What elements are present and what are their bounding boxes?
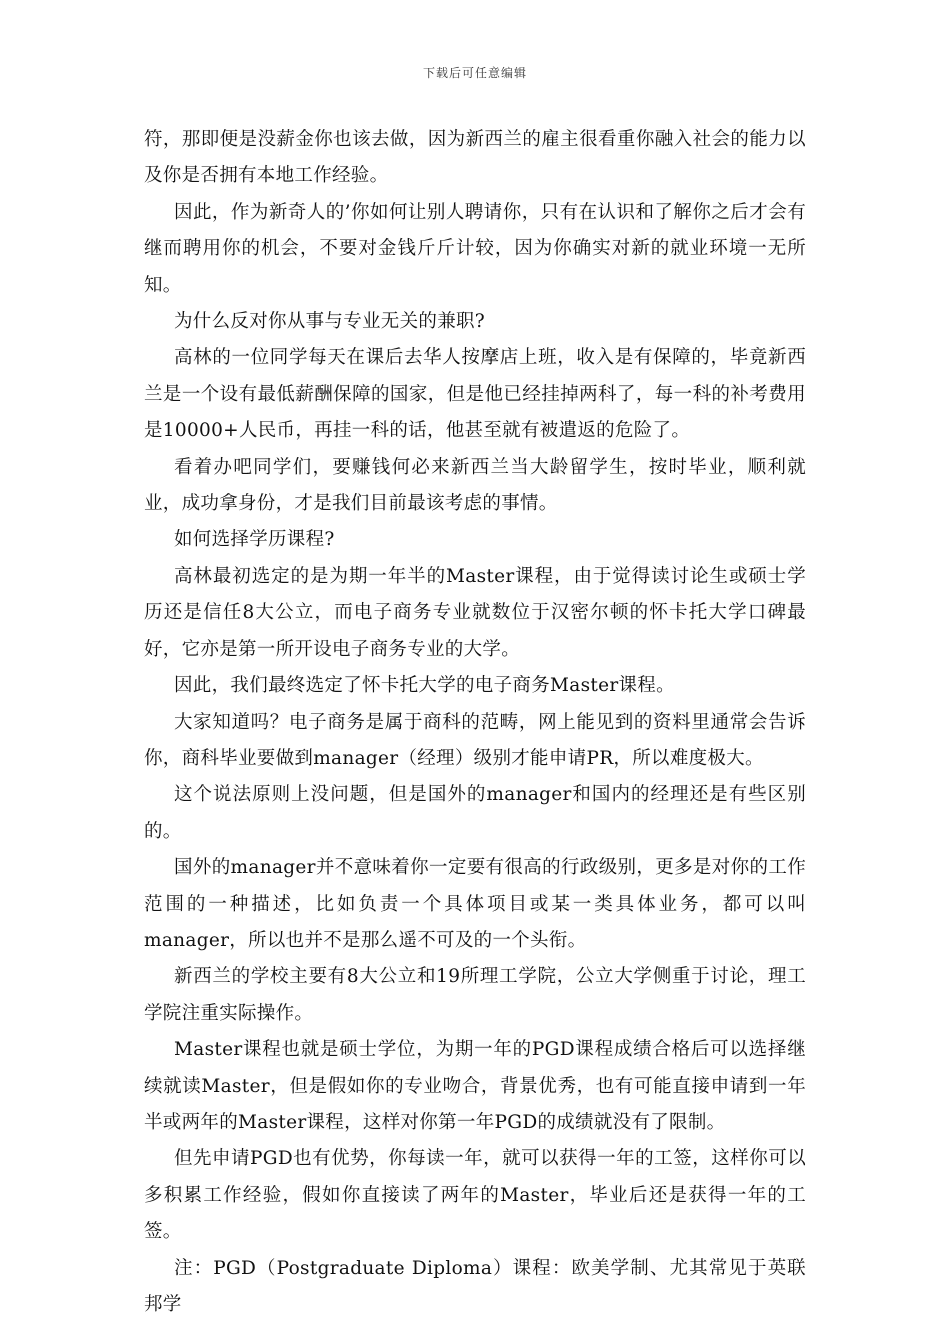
paragraph-7: 高林最初选定的是为期一年半的Master课程，由于觉得读讨论生或硕士学历还是信任8大公立，而电子商务专业就数位于汉密尔顿的怀卡托大学口碑最好，它亦是第一所开设电子商务专业的大学。: [144, 565, 806, 660]
paragraph-11: 国外的manager并不意味着你一定要有很高的行政级别，更多是对你的工作范围的一种描述，比如负责一个具体项目或某一类具体业务，都可以叫manager，所以也并不是那么遥不可及的一个头衔。: [144, 857, 806, 951]
paragraph-1: 符，那即便是没薪金你也该去做，因为新西兰的雇主很看重你融入社会的能力以及你是否拥有本地工作经验。: [144, 129, 806, 187]
document-body: [144, 122, 806, 1323]
section-heading-part-time-jobs: 为什么反对你从事与专业无关的兼职?: [174, 311, 486, 333]
paragraph-5: 看着办吧同学们，要赚钱何必来新西兰当大龄留学生，按时毕业，顺利就业，成功拿身份，才是我们目前最该考虑的事情。: [144, 456, 806, 515]
paragraph-12: 新西兰的学校主要有8大公立和19所理工学院，公立大学侧重于讨论，理工学院注重实际操作。: [144, 966, 806, 1024]
paragraph-4: 高林的一位同学每天在课后去华人按摩店上班，收入是有保障的，毕竟新西兰是一个设有最低薪酬保障的国家，但是他已经挂掉两科了，每一科的补考费用是10000+人民币，再挂一科的话，他甚至就有被遣返的危险了。: [144, 347, 806, 442]
section-heading-choose-course: 如何选择学历课程?: [174, 529, 335, 551]
paragraph-10: 这个说法原则上没问题，但是国外的manager和国内的经理还是有些区别的。: [144, 784, 806, 842]
paragraph-15-note: 注：PGD（Postgraduate Diploma）课程：欧美学制、尤其常见于英联邦学: [144, 1257, 806, 1315]
paragraph-13: Master课程也就是硕士学位，为期一年的PGD课程成绩合格后可以选择继续就读Master，但是假如你的专业吻合，背景优秀，也有可能直接申请到一年半或两年的Master课程，这样对你第一年PGD的成绩就没有了限制。: [144, 1039, 806, 1133]
page-header: 下载后可任意编辑: [422, 66, 527, 80]
paragraph-9: 大家知道吗？电子商务是属于商科的范畴，网上能见到的资料里通常会告诉你，商科毕业要做到manager（经理）级别才能申请PR，所以难度极大。: [144, 711, 806, 769]
paragraph-8: 因此，我们最终选定了怀卡托大学的电子商务Master课程。: [174, 675, 675, 697]
paragraph-2: 因此，作为新奇人的’你如何让别人聘请你，只有在认识和了解你之后才会有继而聘用你的机会，不要对金钱斤斤计较，因为你确实对新的就业环境一无所知。: [144, 201, 806, 296]
paragraph-14: 但先申请PGD也有优势，你每读一年，就可以获得一年的工签，这样你可以多积累工作经验，假如你直接读了两年的Master，毕业后还是获得一年的工签。: [144, 1148, 806, 1243]
